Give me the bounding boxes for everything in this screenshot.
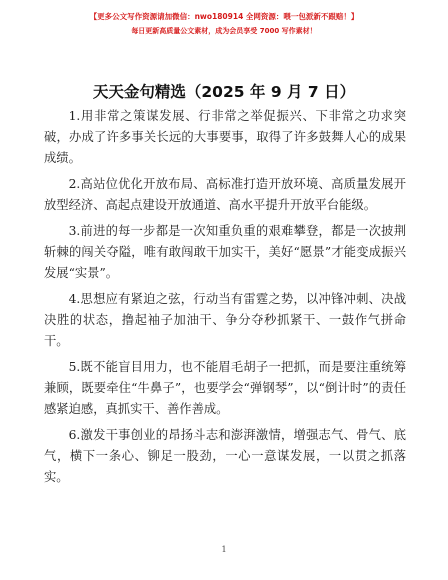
page-number: 1 [221,545,227,554]
promo-line-1: 【更多公文写作资源请加微信：nwo180914 全网资源：喂一包派新不跟赔！】 [89,12,359,21]
paragraph-5: 5.既不能盲目用力，也不能眉毛胡子一把抓，而是要注重统筹兼顾，既要牵住“牛鼻子”，也要学会“弹钢琴”，以“倒计时”的责任感紧迫感，真抓实干、善作善成。 [44,360,406,416]
paragraph-3: 3.前进的每一步都是一次知重负重的艰难攀登，都是一次披荆斩棘的闯关夺隘，唯有敢闯敢干加实干，美好“愿景”才能变成振兴发展“实景”。 [44,224,406,280]
paragraph-4: 4.思想应有紧迫之弦，行动当有雷霆之势，以冲锋冲刺、决战决胜的状态，撸起袖子加油干、争分夺秒抓紧干、一鼓作气拼命干。 [44,292,406,348]
paragraph-1: 1.用非常之策谋发展、行非常之举促振兴、下非常之功求突破，办成了许多事关长远的大事要事，取得了许多鼓舞人心的成果成绩。 [44,109,406,165]
promo-banner [0,12,448,36]
document-title: 天天金句精选（2025 年 9 月 7 日） [92,83,356,101]
document-body [44,106,406,493]
paragraph-6: 6.激发干事创业的昂扬斗志和澎湃激情，增强志气、骨气、底气，横下一条心、铆足一股劲，一心一意谋发展，一以贯之抓落实。 [44,428,406,484]
promo-line-2: 每日更新高质量公文素材，成为会员享受 7000 写作素材！ [131,27,317,35]
paragraph-2: 2.高站位优化开放布局、高标准打造开放环境、高质量发展开放型经济、高起点建设开放通道、高水平提升开放平台能级。 [44,177,406,212]
